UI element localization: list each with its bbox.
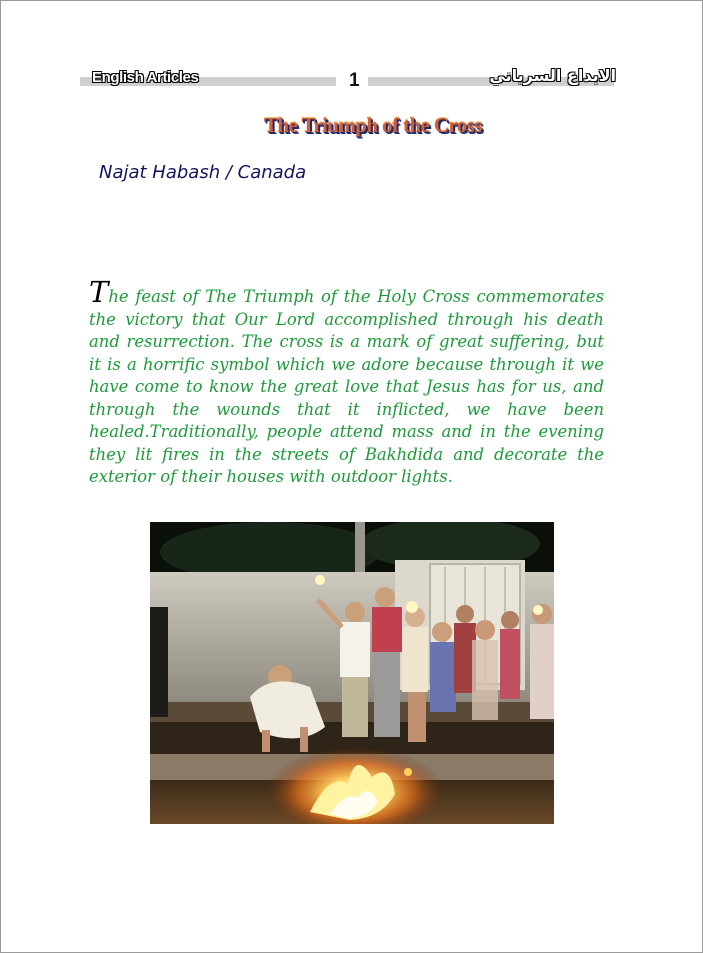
article-title: The Triumph of the Cross (264, 113, 482, 137)
bonfire-photo (150, 522, 554, 824)
page-number: 1 (349, 70, 360, 91)
drop-cap: T (89, 275, 109, 310)
article-body-text: he feast of The Triumph of the Holy Cross commemorates the victory that Our Lord accomplished through his death and resurrection. The cross is a mark of great suffering, but it is a horrific symbol which we adore because through it we have come to know the great love that Jesus has for us, and through the wounds that it inflicted, we have been healed.Traditionally, people attend mass and in the evening they lit fires in the streets of Bakhdida and decorate the exterior of their houses with outdoor lights. (89, 287, 604, 487)
magazine-name: الابداع السرياني (489, 66, 616, 85)
author-byline: Najat Habash / Canada (99, 162, 307, 183)
article-body (89, 275, 604, 489)
section-label: English Articles (92, 69, 199, 86)
bonfire-photo-illustration (150, 522, 554, 824)
